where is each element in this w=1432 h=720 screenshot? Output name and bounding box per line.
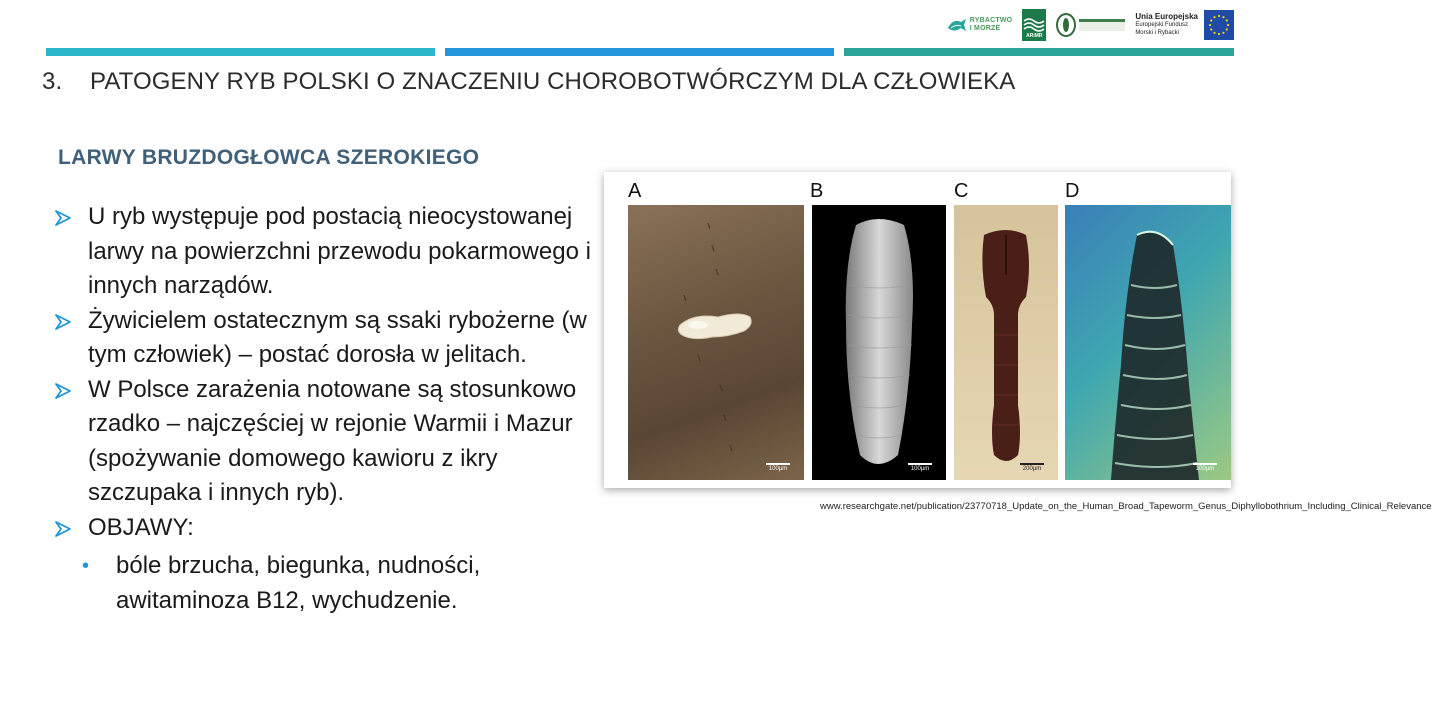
bullet-list [54, 200, 604, 618]
arrow-bullet-icon [54, 382, 72, 400]
leaf-icon [1056, 13, 1076, 37]
scale-bar-a: 100µm [766, 463, 790, 472]
image-source-credit: www.researchgate.net/publication/23770718_Update_on_the_Human_Broad_Tapeworm_Genus_Diphyllobothrium_Including_Clinical_Relevance [820, 501, 1432, 512]
eu-sub-1: Europejski Fundusz [1135, 22, 1189, 28]
rybactwo-text-2: I MORZE [969, 25, 1001, 32]
arrow-bullet-icon [54, 313, 72, 331]
arrow-bullet-icon [54, 209, 72, 227]
rybactwo-text-1: RYBACTWO [969, 17, 1013, 24]
title-text: PATOGENY RYB POLSKI O ZNACZENIU CHOROBOTWÓRCZYM DLA CZŁOWIEKA [90, 68, 1016, 95]
panel-d-darkfield-photo [1065, 205, 1231, 480]
bullet-item [54, 511, 604, 546]
arimr-text: ARiMR [1026, 33, 1043, 39]
header-bar-cyan [46, 48, 435, 56]
panel-a-larva-photo [628, 205, 804, 480]
eu-flag-icon [1204, 10, 1234, 40]
panel-label-a: A [628, 180, 642, 202]
eu-sub-2: Morski i Rybacki [1135, 30, 1179, 36]
section-number: 3. [42, 68, 63, 95]
tapeworm-figure [604, 172, 1231, 488]
sub-bullet-item [54, 549, 604, 618]
header-logos [947, 8, 1234, 42]
fish-icon [947, 16, 967, 34]
bullet-text: U ryb występuje pod postacią nieocystowanej larwy na powierzchni przewodu pokarmowego i innych narządów. [88, 203, 591, 299]
section-subtitle: LARWY BRUZDOGŁOWCA SZEROKIEGO [58, 146, 480, 169]
header-bar-teal [844, 48, 1234, 56]
rybactwo-logo [947, 16, 1013, 34]
panel-b-sem-photo [812, 205, 946, 480]
bullet-text: Żywicielem ostatecznym są ssaki rybożerne (w tym człowiek) – postać dorosła w jelitach. [88, 306, 587, 368]
panel-c-stained-photo [954, 205, 1058, 480]
bullet-item [54, 373, 604, 511]
slide-title [42, 68, 1015, 96]
scale-bar-b: 100µm [908, 463, 932, 472]
arimr-logo [1022, 9, 1046, 41]
panel-label-c: C [954, 180, 969, 202]
scale-bar-c: 200µm [1020, 463, 1044, 472]
larva-image [628, 205, 804, 480]
waves-icon [1024, 17, 1044, 31]
bullet-text: OBJAWY: [88, 513, 194, 541]
panel-label-b: B [810, 180, 824, 202]
scolex-sem-image [812, 205, 946, 480]
eu-title: Unia Europejska [1135, 12, 1198, 21]
arrow-bullet-icon [54, 520, 72, 538]
bullet-item [54, 304, 604, 373]
bullet-item [54, 200, 604, 304]
stained-worm-image [954, 205, 1058, 480]
bullet-text: W Polsce zarażenia notowane są stosunkowo rzadko – najczęściej w rejonie Warmii i Mazur (spożywanie domowego kawioru z ikry szczupaka i innych ryb). [88, 375, 577, 506]
program-logo [1056, 13, 1125, 37]
header-bar-blue [445, 48, 834, 56]
segmented-worm-image [1065, 205, 1231, 480]
sub-bullet-text: bóle brzucha, biegunka, nudności, awitaminoza B12, wychudzenie. [116, 552, 481, 614]
panel-label-d: D [1065, 180, 1080, 202]
dot-bullet-icon: • [82, 555, 90, 577]
eu-logo [1135, 10, 1234, 40]
scale-bar-d: 100µm [1193, 463, 1217, 472]
